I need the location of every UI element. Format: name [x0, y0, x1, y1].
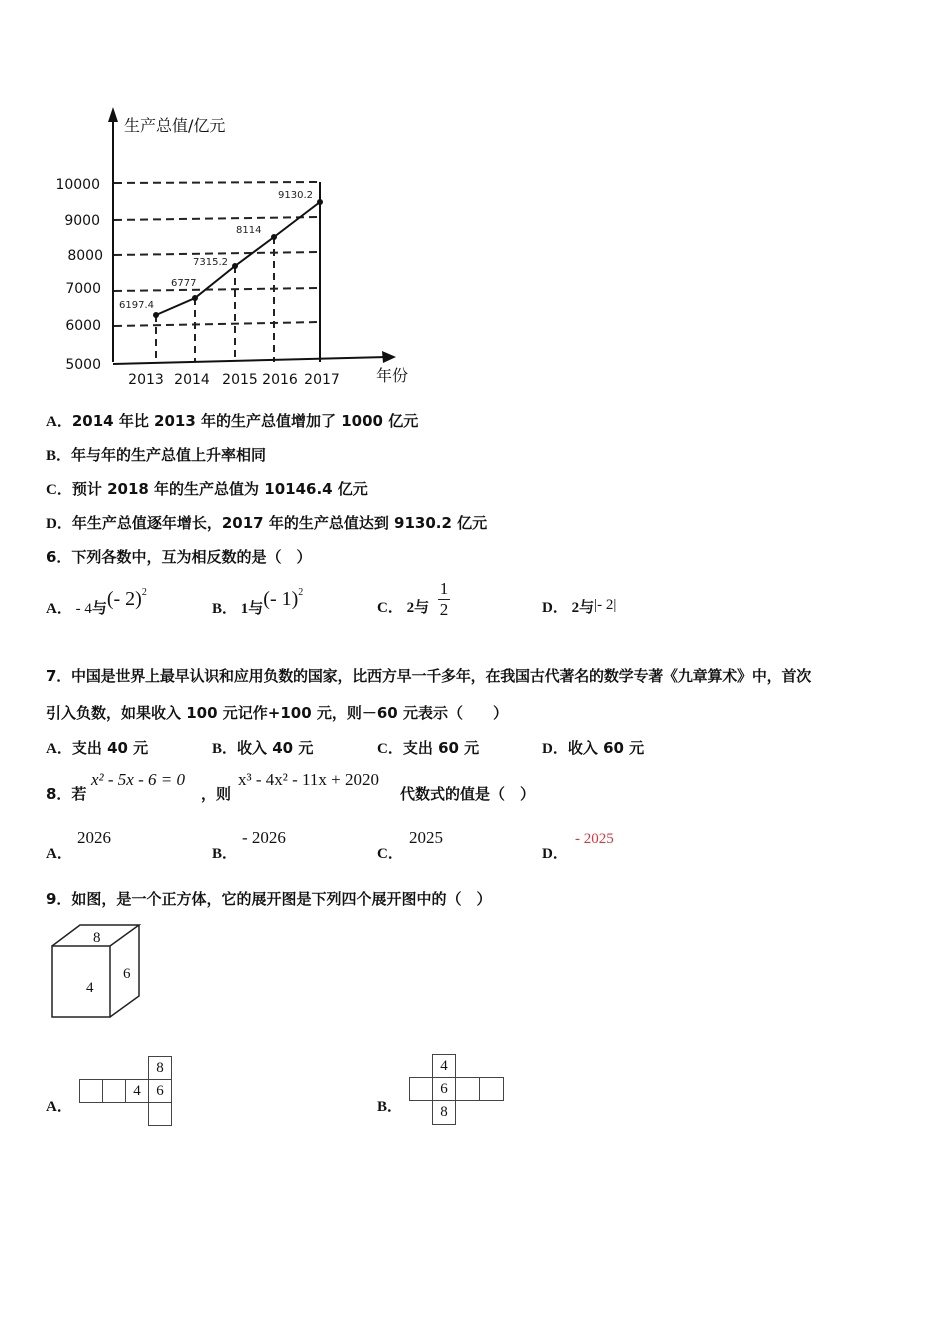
cube-figure	[40, 918, 150, 1023]
svg-text:10000: 10000	[55, 177, 100, 193]
q7-option-c[interactable]: C．支出 60 元	[377, 739, 480, 757]
q8-option-b-value: - 2026	[242, 828, 286, 847]
q9-stem: 9．如图，是一个正方体，它的展开图是下列四个展开图中的（ ）	[46, 890, 492, 908]
svg-text:2015: 2015	[222, 372, 258, 388]
y-axis-arrow-icon	[108, 107, 118, 122]
q6-option-c-fraction	[438, 580, 450, 619]
y-tick-labels	[55, 177, 103, 373]
svg-text:6197.4: 6197.4	[119, 300, 154, 311]
svg-text:7000: 7000	[65, 281, 101, 297]
q9-option-a-label[interactable]: A．	[46, 1099, 72, 1115]
net-a-cell-2	[102, 1079, 126, 1103]
fraction-denominator: 2	[439, 600, 449, 619]
svg-text:6000: 6000	[65, 318, 101, 334]
line-chart	[0, 0, 430, 400]
q8-option-d-label[interactable]: D．	[542, 846, 568, 862]
q8-prefix: 8．若	[46, 785, 87, 803]
svg-text:8114: 8114	[236, 225, 262, 236]
svg-text:2017: 2017	[304, 372, 340, 388]
q8-option-d-value: - 2025	[575, 831, 614, 847]
svg-text:8000: 8000	[67, 248, 103, 264]
q7-option-a[interactable]: A．支出 40 元	[46, 739, 149, 757]
q5-option-c[interactable]: C．预计 2018 年的生产总值为 10146.4 亿元	[46, 480, 368, 498]
y-axis-label: 生产总值/亿元	[124, 116, 226, 135]
q7-stem-line1: 7．中国是世界上最早认识和应用负数的国家，比西方早一千多年，在我国古代著名的数学专著《九章算术》中，首次	[46, 667, 812, 685]
q8-equation: x² - 5x - 6 = 0	[91, 770, 185, 789]
fraction-numerator: 1	[439, 579, 449, 598]
cube-right-face: 6	[123, 966, 131, 982]
net-b-cell-top: 4	[432, 1054, 456, 1078]
q7-stem-line2: 引入负数，如果收入 100 元记作+100 元，则－60 元表示（ ）	[46, 704, 508, 722]
net-a-cell-1	[79, 1079, 103, 1103]
net-a-cell-top: 8	[148, 1056, 172, 1080]
q5-option-d[interactable]: D．年生产总值逐年增长，2017 年的生产总值达到 9130.2 亿元	[46, 514, 488, 532]
cube-top-face: 8	[93, 930, 101, 946]
net-b-cell-mid: 6	[432, 1077, 456, 1101]
net-b-cell-bottom: 8	[432, 1100, 456, 1125]
cube-front-face: 4	[86, 980, 94, 996]
q6-option-b[interactable]: B． 1与(- 1)$^2$	[212, 587, 304, 617]
q8-mid: ，则	[201, 785, 232, 803]
point-labels	[119, 190, 313, 311]
x-axis-arrow-icon	[382, 351, 396, 363]
q8-option-c-label[interactable]: C．	[377, 846, 403, 862]
net-b-cell-right1	[455, 1077, 480, 1101]
net-a-cell-3: 4	[125, 1079, 149, 1103]
q7-option-b[interactable]: B．收入 40 元	[212, 739, 314, 757]
q8-suffix: 代数式的值是（ ）	[400, 785, 536, 803]
q5-option-b[interactable]: B．年与年的生产总值上升率相同	[46, 446, 267, 464]
svg-text:7315.2: 7315.2	[193, 257, 228, 268]
q9-net-a[interactable]	[79, 1056, 173, 1128]
svg-text:5000: 5000	[65, 357, 101, 373]
net-a-cell-bottom	[148, 1102, 172, 1126]
svg-text:9000: 9000	[64, 213, 100, 229]
q9-net-b[interactable]	[409, 1054, 505, 1127]
q9-option-b-label[interactable]: B．	[377, 1099, 403, 1115]
q6-option-d[interactable]: D． 2与|- 2|	[542, 597, 617, 616]
x-axis-label: 年份	[376, 366, 409, 385]
net-a-cell-4: 6	[148, 1079, 172, 1103]
svg-text:2016: 2016	[262, 372, 298, 388]
vertical-gridlines	[156, 237, 274, 362]
chart-svg	[0, 0, 430, 400]
q7-option-d[interactable]: D．收入 60 元	[542, 739, 645, 757]
x-axis	[113, 357, 388, 364]
q8-option-a-value: 2026	[77, 828, 111, 847]
q8-option-a-label[interactable]: A．	[46, 846, 72, 862]
q6-stem: 6．下列各数中，互为相反数的是（ ）	[46, 548, 312, 566]
q5-option-a[interactable]: A．2014 年比 2013 年的生产总值增加了 1000 亿元	[46, 412, 419, 430]
q8-expression: x³ - 4x² - 11x + 2020	[238, 770, 379, 789]
x-tick-labels	[128, 372, 340, 388]
net-b-cell-right2	[479, 1077, 504, 1101]
svg-text:2013: 2013	[128, 372, 164, 388]
svg-text:6777: 6777	[171, 278, 197, 289]
q8-option-b-label[interactable]: B．	[212, 846, 238, 862]
q8-option-c-value: 2025	[409, 828, 443, 847]
svg-text:9130.2: 9130.2	[278, 190, 313, 201]
q6-option-a[interactable]: A． - 4与(- 2)$^2$	[46, 587, 147, 617]
net-b-cell-left	[409, 1077, 433, 1101]
q6-option-c[interactable]: C． 2与	[377, 598, 430, 616]
svg-text:2014: 2014	[174, 372, 210, 388]
